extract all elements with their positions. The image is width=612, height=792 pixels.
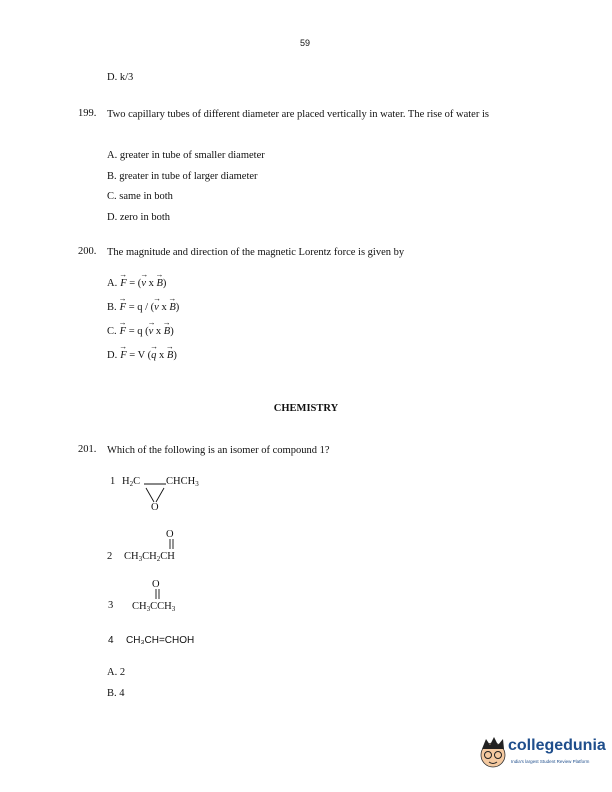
section-heading: CHEMISTRY (273, 403, 339, 414)
q200-option-c (107, 326, 174, 337)
q199-text: Two capillary tubes of different diameter are placed vertically in water. The rise of water is (107, 109, 489, 120)
q199-option-c: C. same in both (107, 191, 173, 202)
formula-d: → F = V (→ q x → B) (120, 350, 177, 361)
collegedunia-logo[interactable] (478, 733, 606, 783)
q199-option-b: B. greater in tube of larger diameter (107, 171, 258, 182)
q200-text: The magnitude and direction of the magnetic Lorentz force is given by (107, 247, 405, 258)
compound-3 (108, 600, 113, 611)
compound-2-label: 2 (107, 551, 113, 562)
compound-3-label: 3 (108, 600, 114, 611)
page-number: 59 (300, 38, 311, 48)
logo-mascot-icon (478, 733, 508, 773)
compound-1-structure: $H_2C$ (122, 476, 141, 488)
compound-4-formula: CH₃CH=CHOH (126, 635, 195, 646)
q200-option-c-label: C. (107, 326, 117, 337)
q199-number: 199. (78, 108, 97, 119)
q200-option-a (107, 278, 166, 289)
q200-number: 200. (78, 246, 97, 257)
formula-c: → F = q (→ v x → B) (120, 326, 174, 337)
compound-2-double-bond (168, 539, 176, 551)
logo-tagline: India's largest Student Review Platform (511, 759, 590, 764)
compound-4-label: 4 (108, 635, 114, 646)
q200-option-d (107, 350, 177, 361)
q199-option-a: A. greater in tube of smaller diameter (107, 150, 265, 161)
compound-3-oxygen: O (152, 579, 160, 590)
q200-option-b (107, 302, 179, 313)
compound-1 (110, 476, 115, 487)
q201-option-a: A. 2 (107, 667, 126, 678)
formula-b: → F = q / (→ v x → B) (120, 302, 180, 313)
q201-number: 201. (78, 444, 97, 455)
compound-2 (107, 551, 112, 562)
compound-2-oxygen: O (166, 529, 174, 540)
formula-a: → F = (→ v x → B) (120, 278, 166, 289)
q200-option-a-label: A. (107, 278, 118, 289)
q199-option-d: D. zero in both (107, 212, 170, 223)
q200-option-b-label: B. (107, 302, 117, 313)
logo-brand: collegedunia (508, 737, 606, 754)
epoxide-bonds (140, 478, 180, 518)
epoxide-oxygen: O (151, 502, 159, 513)
compound-3-formula: $CH_3CCH_3$ (132, 601, 176, 613)
q198-option-d: D. k/3 (107, 72, 134, 83)
compound-1-label: 1 (110, 476, 116, 487)
compound-2-formula: $CH_3CH_2CH$ (124, 551, 175, 563)
q201-text: Which of the following is an isomer of compound 1? (107, 445, 330, 456)
compound-3-double-bond (154, 589, 162, 601)
compound-4 (108, 635, 114, 646)
q201-option-b: B. 4 (107, 688, 125, 699)
compound-1-structure-right: $CHCH_3$ (166, 476, 199, 488)
q200-option-d-label: D. (107, 350, 118, 361)
